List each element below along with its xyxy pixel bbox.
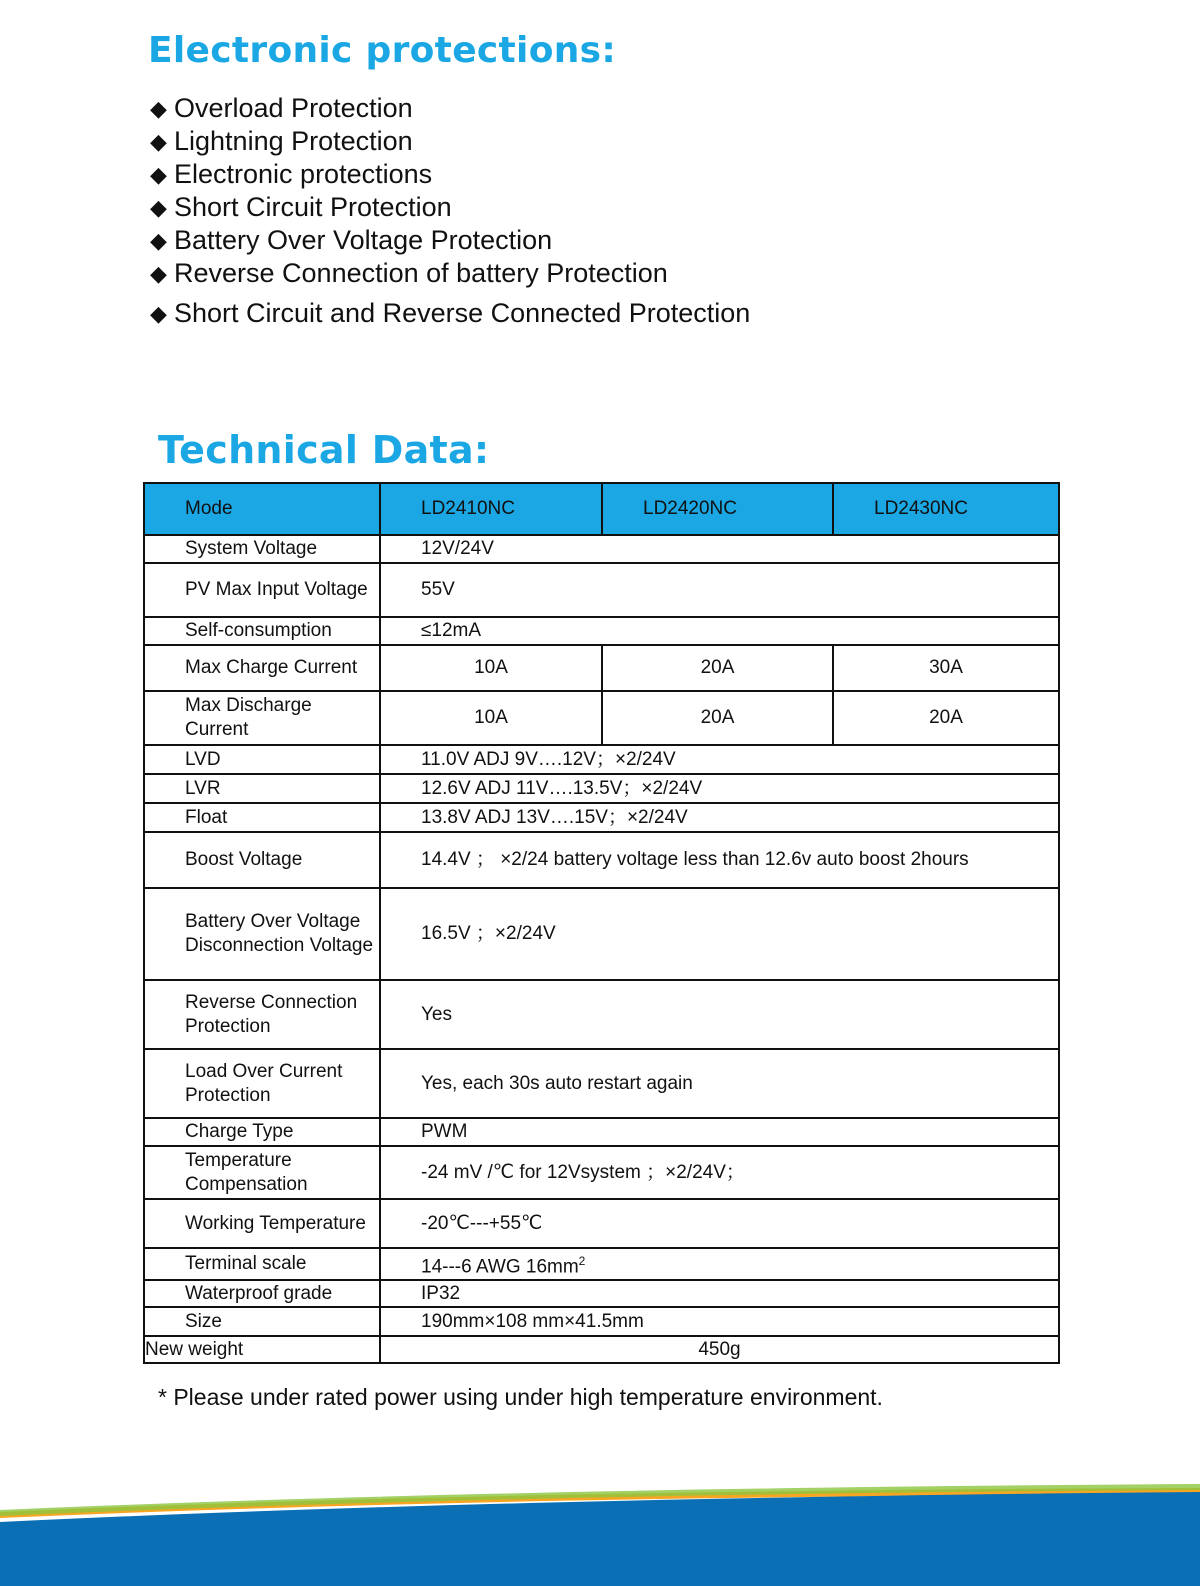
table-row (144, 563, 1059, 617)
row-value: PWM (380, 1118, 1059, 1146)
row-value (380, 1248, 1059, 1280)
row-label: Working Temperature (144, 1199, 380, 1248)
table-row (144, 535, 1059, 563)
row-label: LVD (144, 745, 380, 774)
table-row (144, 645, 1059, 691)
row-value: IP32 (380, 1280, 1059, 1307)
row-label: Waterproof grade (144, 1280, 380, 1307)
technical-data-title: Technical Data: (158, 428, 490, 472)
table-row (144, 980, 1059, 1049)
diamond-bullet-icon: ◆ (150, 162, 167, 187)
diamond-bullet-icon: ◆ (150, 261, 167, 286)
list-item (150, 92, 750, 125)
row-label: Load Over Current Protection (144, 1049, 380, 1118)
row-value: 190mm×108 mm×41.5mm (380, 1307, 1059, 1336)
row-value: 12.6V ADJ 11V….13.5V；×2/24V (380, 774, 1059, 803)
footnote: * Please under rated power using under high temperature environment. (158, 1384, 883, 1410)
protection-label: Battery Over Voltage Protection (174, 225, 553, 255)
row-label: Charge Type (144, 1118, 380, 1146)
header-cell-model: LD2410NC (380, 483, 602, 535)
row-label: Temperature Compensation (144, 1146, 380, 1199)
row-value: Yes, each 30s auto restart again (380, 1049, 1059, 1118)
diamond-bullet-icon: ◆ (150, 301, 167, 326)
row-label: PV Max Input Voltage (144, 563, 380, 617)
table-header-row (144, 483, 1059, 535)
table-row (144, 1199, 1059, 1248)
table-row (144, 745, 1059, 774)
row-value: 20A (833, 691, 1059, 745)
row-value: 14.4V ； ×2/24 battery voltage less than 12.6v auto boost 2hours (380, 832, 1059, 888)
header-cell-model: LD2420NC (602, 483, 833, 535)
protection-label: Short Circuit Protection (174, 192, 452, 222)
row-label: Reverse Connection Protection (144, 980, 380, 1049)
terminal-value: 14---6 AWG 16mm (421, 1256, 579, 1278)
row-label: Battery Over Voltage Disconnection Voltage (144, 888, 380, 980)
table-row (144, 1307, 1059, 1336)
protection-label: Short Circuit and Reverse Connected Protection (174, 298, 751, 328)
row-label: New weight (144, 1336, 380, 1363)
row-value: 10A (380, 645, 602, 691)
technical-data-table (143, 482, 1060, 1364)
table-row (144, 1049, 1059, 1118)
superscript: 2 (578, 1254, 586, 1268)
protection-label: Overload Protection (174, 93, 413, 123)
row-value: Yes (380, 980, 1059, 1049)
row-label: Float (144, 803, 380, 832)
diamond-bullet-icon: ◆ (150, 195, 167, 220)
table-row (144, 1118, 1059, 1146)
row-value: ≤12mA (380, 617, 1059, 645)
protections-title: Electronic protections: (148, 30, 617, 71)
row-value: 450g (380, 1336, 1059, 1363)
table-row (144, 1280, 1059, 1307)
list-item (150, 158, 750, 191)
row-label: Max Discharge Current (144, 691, 380, 745)
header-cell-mode: Mode (144, 483, 380, 535)
row-label: System Voltage (144, 535, 380, 563)
footer-decoration (0, 1470, 1200, 1586)
diamond-bullet-icon: ◆ (150, 129, 167, 154)
row-value: 12V/24V (380, 535, 1059, 563)
table-row (144, 832, 1059, 888)
diamond-bullet-icon: ◆ (150, 228, 167, 253)
row-label: Size (144, 1307, 380, 1336)
protections-list (150, 92, 750, 330)
row-label: LVR (144, 774, 380, 803)
table-row (144, 888, 1059, 980)
table-row (144, 1248, 1059, 1280)
row-value: -24 mV /℃ for 12Vsystem ；×2/24V； (380, 1146, 1059, 1199)
table-row (144, 774, 1059, 803)
row-label: Self-consumption (144, 617, 380, 645)
row-value: 20A (602, 645, 833, 691)
row-value: -20℃---+55℃ (380, 1199, 1059, 1248)
list-item (150, 257, 750, 290)
row-label: Boost Voltage (144, 832, 380, 888)
row-label: Max Charge Current (144, 645, 380, 691)
table-row (144, 1336, 1059, 1363)
row-value: 16.5V ；×2/24V (380, 888, 1059, 980)
row-value: 55V (380, 563, 1059, 617)
row-value: 13.8V ADJ 13V….15V；×2/24V (380, 803, 1059, 832)
row-value: 11.0V ADJ 9V….12V；×2/24V (380, 745, 1059, 774)
list-item (150, 224, 750, 257)
diamond-bullet-icon: ◆ (150, 96, 167, 121)
row-value: 30A (833, 645, 1059, 691)
table-row (144, 691, 1059, 745)
table-row (144, 1146, 1059, 1199)
protection-label: Lightning Protection (174, 126, 413, 156)
row-value: 10A (380, 691, 602, 745)
table-row (144, 803, 1059, 832)
list-item (150, 125, 750, 158)
protection-label: Electronic protections (174, 159, 433, 189)
header-cell-model: LD2430NC (833, 483, 1059, 535)
row-label: Terminal scale (144, 1248, 380, 1280)
row-value: 20A (602, 691, 833, 745)
table-row (144, 617, 1059, 645)
list-item (150, 191, 750, 224)
protection-label: Reverse Connection of battery Protection (174, 258, 668, 288)
list-item (150, 297, 750, 330)
